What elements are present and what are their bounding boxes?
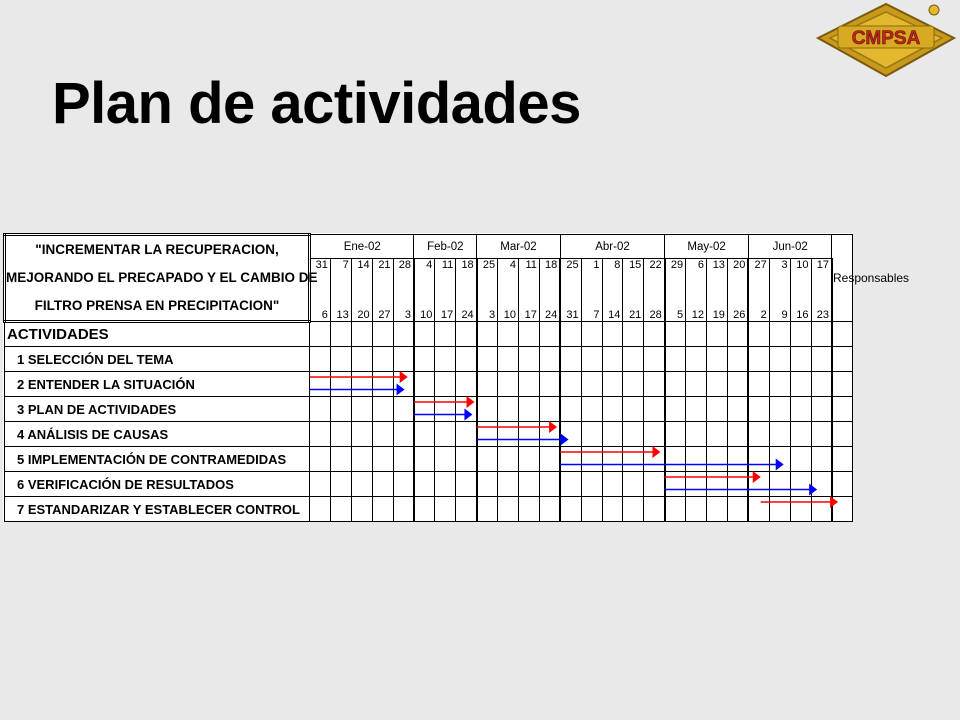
- grid-cell: [811, 422, 832, 447]
- grid-cell: [769, 322, 790, 347]
- grid-cell: [477, 447, 498, 472]
- week-end-day: 14: [602, 291, 623, 322]
- grid-cell: [477, 322, 498, 347]
- grid-cell: [707, 372, 728, 397]
- grid-cell: [435, 372, 456, 397]
- grid-cell: [707, 347, 728, 372]
- grid-cell: [811, 447, 832, 472]
- activity-label: 3 PLAN DE ACTIVIDADES: [5, 397, 310, 422]
- grid-cell: [665, 322, 686, 347]
- grid-cell: [748, 372, 769, 397]
- month-label: Abr-02: [560, 235, 665, 259]
- grid-cell: [498, 347, 519, 372]
- grid-cell: [790, 422, 811, 447]
- grid-cell: [539, 397, 560, 422]
- grid-cell: [351, 347, 372, 372]
- week-start-day: 28: [393, 259, 414, 291]
- week-end-day: 24: [456, 291, 477, 322]
- grid-cell: [351, 497, 372, 522]
- grid-cell: [351, 422, 372, 447]
- grid-cell: [832, 497, 853, 522]
- grid-cell: [790, 322, 811, 347]
- grid-cell: [644, 422, 665, 447]
- activity-label: 7 ESTANDARIZAR Y ESTABLECER CONTROL: [5, 497, 310, 522]
- grid-cell: [581, 472, 602, 497]
- grid-cell: [665, 447, 686, 472]
- grid-cell: [832, 447, 853, 472]
- week-end-day: 7: [581, 291, 602, 322]
- grid-cell: [748, 347, 769, 372]
- gantt-table: [3, 233, 910, 522]
- grid-cell: [372, 447, 393, 472]
- grid-cell: [393, 497, 414, 522]
- grid-cell: [769, 497, 790, 522]
- project-title-line: "INCREMENTAR LA RECUPERACION,: [35, 242, 279, 257]
- week-end-day: 13: [330, 291, 351, 322]
- grid-cell: [769, 447, 790, 472]
- week-end-day: 5: [665, 291, 686, 322]
- grid-cell: [748, 397, 769, 422]
- grid-cell: [414, 397, 435, 422]
- grid-cell: [393, 422, 414, 447]
- grid-cell: [414, 447, 435, 472]
- grid-cell: [456, 397, 477, 422]
- grid-cell: [372, 347, 393, 372]
- grid-cell: [477, 372, 498, 397]
- grid-cell: [351, 472, 372, 497]
- week-start-day: 20: [727, 259, 748, 291]
- grid-cell: [665, 497, 686, 522]
- grid-cell: [372, 397, 393, 422]
- activity-label: 4 ANÁLISIS DE CAUSAS: [5, 422, 310, 447]
- grid-cell: [602, 347, 623, 372]
- grid-cell: [644, 472, 665, 497]
- grid-cell: [832, 397, 853, 422]
- activity-label: 1 SELECCIÓN DEL TEMA: [5, 347, 310, 372]
- grid-cell: [498, 397, 519, 422]
- grid-cell: [498, 422, 519, 447]
- grid-cell: [498, 372, 519, 397]
- activities-header: ACTIVIDADES: [5, 322, 310, 347]
- grid-cell: [477, 397, 498, 422]
- grid-cell: [539, 497, 560, 522]
- grid-cell: [623, 347, 644, 372]
- grid-cell: [665, 347, 686, 372]
- grid-cell: [372, 422, 393, 447]
- activities-header-row: [5, 322, 853, 347]
- week-end-day: 10: [414, 291, 435, 322]
- registered-mark-icon: [929, 5, 939, 15]
- grid-cell: [498, 447, 519, 472]
- week-end-day: 26: [727, 291, 748, 322]
- week-end-day: 31: [560, 291, 581, 322]
- activity-row: [5, 347, 853, 372]
- grid-cell: [435, 322, 456, 347]
- grid-cell: [498, 497, 519, 522]
- grid-cell: [372, 372, 393, 397]
- grid-cell: [748, 497, 769, 522]
- grid-cell: [477, 347, 498, 372]
- grid-cell: [539, 447, 560, 472]
- grid-cell: [351, 397, 372, 422]
- project-title-line: MEJORANDO EL PRECAPADO Y EL CAMBIO DE: [6, 270, 318, 285]
- grid-cell: [456, 497, 477, 522]
- grid-cell: [560, 347, 581, 372]
- grid-cell: [372, 322, 393, 347]
- grid-cell: [686, 472, 707, 497]
- grid-cell: [498, 322, 519, 347]
- grid-cell: [727, 447, 748, 472]
- grid-cell: [602, 372, 623, 397]
- week-start-day: 31: [310, 259, 331, 291]
- grid-cell: [811, 347, 832, 372]
- grid-cell: [665, 397, 686, 422]
- company-logo: [816, 0, 956, 80]
- grid-cell: [602, 322, 623, 347]
- grid-cell: [644, 372, 665, 397]
- week-start-day: 6: [686, 259, 707, 291]
- grid-cell: [456, 447, 477, 472]
- grid-cell: [686, 372, 707, 397]
- grid-cell: [560, 397, 581, 422]
- grid-cell: [435, 347, 456, 372]
- month-header-row: [5, 235, 853, 259]
- week-start-day: 11: [518, 259, 539, 291]
- grid-cell: [560, 372, 581, 397]
- grid-cell: [330, 472, 351, 497]
- week-end-day: 12: [686, 291, 707, 322]
- grid-cell: [748, 322, 769, 347]
- grid-cell: [351, 322, 372, 347]
- grid-cell: [435, 497, 456, 522]
- grid-cell: [581, 397, 602, 422]
- grid-cell: [832, 372, 853, 397]
- grid-cell: [644, 447, 665, 472]
- grid-cell: [518, 372, 539, 397]
- grid-cell: [435, 397, 456, 422]
- grid-cell: [707, 422, 728, 447]
- grid-cell: [581, 347, 602, 372]
- grid-cell: [581, 322, 602, 347]
- grid-cell: [393, 447, 414, 472]
- grid-cell: [769, 422, 790, 447]
- grid-cell: [707, 447, 728, 472]
- grid-cell: [832, 422, 853, 447]
- grid-cell: [581, 447, 602, 472]
- grid-cell: [581, 422, 602, 447]
- week-end-day: 10: [498, 291, 519, 322]
- slide-title: Plan de actividades: [52, 71, 581, 136]
- grid-cell: [393, 372, 414, 397]
- week-end-day: 24: [539, 291, 560, 322]
- grid-cell: [623, 422, 644, 447]
- week-start-day: 29: [665, 259, 686, 291]
- gantt-chart: [3, 233, 910, 534]
- week-end-day: 6: [310, 291, 331, 322]
- grid-cell: [414, 347, 435, 372]
- grid-cell: [686, 347, 707, 372]
- grid-cell: [811, 497, 832, 522]
- grid-cell: [393, 397, 414, 422]
- grid-cell: [811, 372, 832, 397]
- activity-label: 2 ENTENDER LA SITUACIÓN: [5, 372, 310, 397]
- responsables-header: Responsables: [832, 235, 853, 322]
- grid-cell: [623, 372, 644, 397]
- month-label: May-02: [665, 235, 749, 259]
- grid-cell: [539, 472, 560, 497]
- grid-cell: [832, 347, 853, 372]
- grid-cell: [790, 397, 811, 422]
- week-start-day: 22: [644, 259, 665, 291]
- grid-cell: [707, 472, 728, 497]
- grid-cell: [330, 422, 351, 447]
- grid-cell: [310, 322, 331, 347]
- grid-cell: [832, 322, 853, 347]
- grid-cell: [623, 322, 644, 347]
- grid-cell: [393, 347, 414, 372]
- grid-cell: [602, 422, 623, 447]
- week-start-day: 18: [456, 259, 477, 291]
- grid-cell: [727, 497, 748, 522]
- grid-cell: [330, 397, 351, 422]
- grid-cell: [623, 447, 644, 472]
- grid-cell: [435, 422, 456, 447]
- week-end-day: 20: [351, 291, 372, 322]
- week-start-day: 18: [539, 259, 560, 291]
- month-label: Jun-02: [748, 235, 832, 259]
- week-end-day: 28: [644, 291, 665, 322]
- grid-cell: [456, 422, 477, 447]
- grid-cell: [832, 472, 853, 497]
- month-label: Ene-02: [310, 235, 414, 259]
- grid-cell: [665, 422, 686, 447]
- grid-cell: [707, 397, 728, 422]
- week-start-day: 4: [498, 259, 519, 291]
- week-start-day: 1: [581, 259, 602, 291]
- grid-cell: [310, 422, 331, 447]
- week-end-day: 17: [518, 291, 539, 322]
- activity-row: [5, 472, 853, 497]
- grid-cell: [414, 372, 435, 397]
- grid-cell: [665, 372, 686, 397]
- grid-cell: [414, 472, 435, 497]
- grid-cell: [518, 397, 539, 422]
- week-start-day: 17: [811, 259, 832, 291]
- grid-cell: [330, 497, 351, 522]
- grid-cell: [790, 347, 811, 372]
- grid-cell: [351, 447, 372, 472]
- grid-cell: [790, 472, 811, 497]
- grid-cell: [518, 472, 539, 497]
- grid-cell: [310, 497, 331, 522]
- week-end-day: 2: [748, 291, 769, 322]
- grid-cell: [769, 472, 790, 497]
- week-start-day: 3: [769, 259, 790, 291]
- grid-cell: [686, 447, 707, 472]
- week-start-day: 10: [790, 259, 811, 291]
- grid-cell: [602, 472, 623, 497]
- grid-cell: [310, 472, 331, 497]
- grid-cell: [769, 397, 790, 422]
- week-start-day: 15: [623, 259, 644, 291]
- grid-cell: [539, 347, 560, 372]
- grid-cell: [310, 397, 331, 422]
- grid-cell: [435, 472, 456, 497]
- grid-cell: [707, 497, 728, 522]
- grid-cell: [518, 322, 539, 347]
- grid-cell: [769, 372, 790, 397]
- grid-cell: [393, 472, 414, 497]
- week-start-day: 4: [414, 259, 435, 291]
- grid-cell: [351, 372, 372, 397]
- activity-row: [5, 372, 853, 397]
- grid-cell: [686, 397, 707, 422]
- week-end-day: 3: [477, 291, 498, 322]
- grid-cell: [748, 472, 769, 497]
- week-start-day: 11: [435, 259, 456, 291]
- grid-cell: [477, 472, 498, 497]
- grid-cell: [790, 497, 811, 522]
- week-start-day: 8: [602, 259, 623, 291]
- week-end-day: 27: [372, 291, 393, 322]
- project-title: [5, 235, 318, 322]
- week-start-day: 14: [351, 259, 372, 291]
- grid-cell: [518, 447, 539, 472]
- grid-cell: [310, 447, 331, 472]
- grid-cell: [518, 497, 539, 522]
- grid-cell: [477, 422, 498, 447]
- grid-cell: [456, 347, 477, 372]
- grid-cell: [769, 347, 790, 372]
- week-start-day: 27: [748, 259, 769, 291]
- grid-cell: [477, 497, 498, 522]
- grid-cell: [456, 472, 477, 497]
- project-title-line: FILTRO PRENSA EN PRECIPITACION": [34, 298, 280, 313]
- grid-cell: [330, 447, 351, 472]
- grid-cell: [414, 322, 435, 347]
- grid-cell: [727, 322, 748, 347]
- week-end-day: 23: [811, 291, 832, 322]
- week-end-day: 17: [435, 291, 456, 322]
- grid-cell: [623, 397, 644, 422]
- month-label: Mar-02: [477, 235, 561, 259]
- grid-cell: [644, 397, 665, 422]
- grid-cell: [330, 322, 351, 347]
- grid-cell: [372, 497, 393, 522]
- grid-cell: [665, 472, 686, 497]
- grid-cell: [727, 472, 748, 497]
- activity-label: 6 VERIFICACIÓN DE RESULTADOS: [5, 472, 310, 497]
- grid-cell: [539, 322, 560, 347]
- grid-cell: [560, 472, 581, 497]
- grid-cell: [602, 497, 623, 522]
- grid-cell: [686, 322, 707, 347]
- grid-cell: [644, 497, 665, 522]
- grid-cell: [539, 372, 560, 397]
- week-end-day: 19: [707, 291, 728, 322]
- grid-cell: [748, 422, 769, 447]
- grid-cell: [539, 422, 560, 447]
- grid-cell: [686, 422, 707, 447]
- week-start-day: 25: [560, 259, 581, 291]
- grid-cell: [560, 497, 581, 522]
- grid-cell: [686, 497, 707, 522]
- grid-cell: [456, 322, 477, 347]
- grid-cell: [456, 372, 477, 397]
- grid-cell: [310, 347, 331, 372]
- grid-cell: [623, 472, 644, 497]
- grid-cell: [623, 497, 644, 522]
- grid-cell: [811, 322, 832, 347]
- grid-cell: [790, 447, 811, 472]
- activity-row: [5, 447, 853, 472]
- grid-cell: [560, 422, 581, 447]
- week-start-day: 21: [372, 259, 393, 291]
- grid-cell: [393, 322, 414, 347]
- grid-cell: [707, 322, 728, 347]
- grid-cell: [560, 447, 581, 472]
- grid-cell: [811, 472, 832, 497]
- grid-cell: [310, 372, 331, 397]
- grid-cell: [602, 447, 623, 472]
- grid-cell: [644, 347, 665, 372]
- grid-cell: [790, 372, 811, 397]
- week-end-day: 9: [769, 291, 790, 322]
- grid-cell: [435, 447, 456, 472]
- grid-cell: [560, 322, 581, 347]
- grid-cell: [330, 372, 351, 397]
- grid-cell: [581, 497, 602, 522]
- grid-cell: [811, 397, 832, 422]
- week-start-day: 25: [477, 259, 498, 291]
- grid-cell: [414, 422, 435, 447]
- activity-label: 5 IMPLEMENTACIÓN DE CONTRAMEDIDAS: [5, 447, 310, 472]
- week-end-day: 3: [393, 291, 414, 322]
- week-end-day: 21: [623, 291, 644, 322]
- logo-text: CMPSA: [851, 28, 921, 49]
- activity-row: [5, 422, 853, 447]
- grid-cell: [727, 372, 748, 397]
- activity-row: [5, 397, 853, 422]
- week-start-day: 7: [330, 259, 351, 291]
- week-start-day: 13: [707, 259, 728, 291]
- grid-cell: [602, 397, 623, 422]
- week-end-day: 16: [790, 291, 811, 322]
- month-label: Feb-02: [414, 235, 477, 259]
- grid-cell: [581, 372, 602, 397]
- grid-cell: [727, 422, 748, 447]
- grid-cell: [330, 347, 351, 372]
- grid-cell: [498, 472, 519, 497]
- grid-cell: [372, 472, 393, 497]
- grid-cell: [518, 347, 539, 372]
- grid-cell: [727, 397, 748, 422]
- grid-cell: [518, 422, 539, 447]
- grid-cell: [727, 347, 748, 372]
- grid-cell: [414, 497, 435, 522]
- grid-cell: [748, 447, 769, 472]
- activity-row: [5, 497, 853, 522]
- grid-cell: [644, 322, 665, 347]
